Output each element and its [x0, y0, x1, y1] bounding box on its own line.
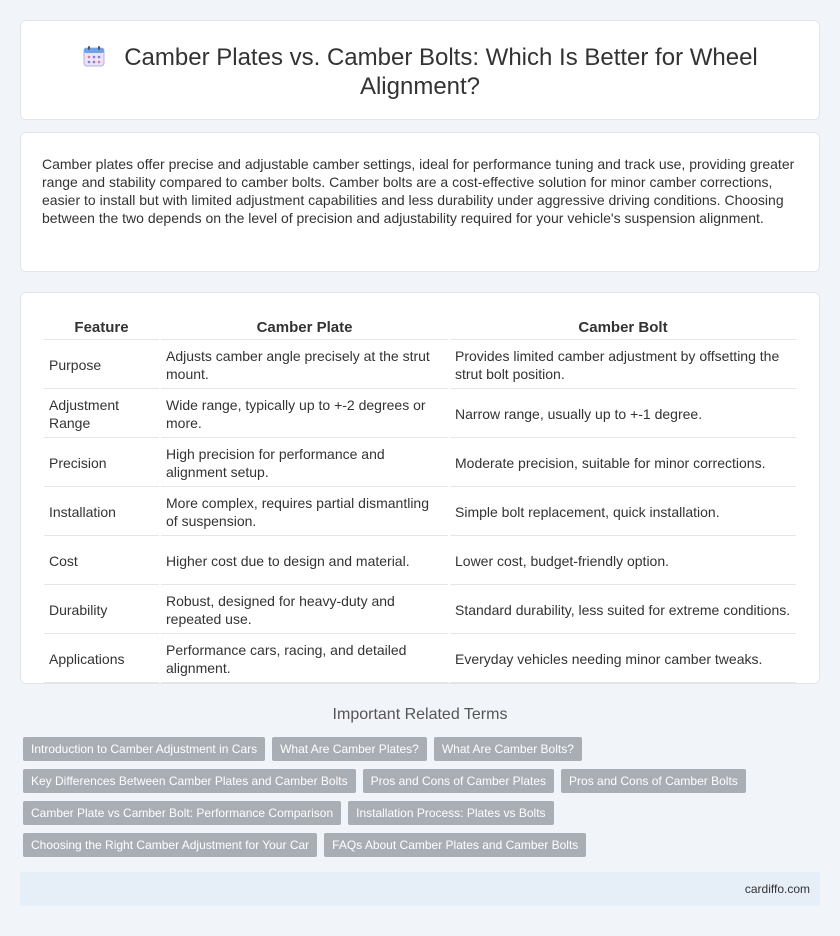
related-term-link[interactable]: FAQs About Camber Plates and Camber Bolts	[324, 833, 586, 857]
page-title: Camber Plates vs. Camber Bolts: Which Is Better for Wheel Alignment?	[124, 44, 758, 100]
table-row	[44, 636, 796, 683]
feature-cell: Cost	[44, 538, 159, 585]
feature-cell: Installation	[44, 489, 159, 536]
camber-bolt-cell: Narrow range, usually up to +-1 degree.	[450, 391, 796, 438]
camber-plate-cell: Wide range, typically up to +-2 degrees or more.	[161, 391, 448, 438]
camber-bolt-cell: Everyday vehicles needing minor camber tweaks.	[450, 636, 796, 683]
related-terms-list	[23, 737, 813, 865]
table-row	[44, 538, 796, 585]
footer-site-link[interactable]: cardiffo.com	[744, 882, 810, 896]
footer	[20, 872, 820, 906]
table-row	[44, 342, 796, 389]
related-term-link[interactable]: Pros and Cons of Camber Plates	[363, 769, 554, 793]
summary-card	[20, 132, 820, 272]
camber-plate-cell: High precision for performance and alignment setup.	[161, 440, 448, 487]
related-term-link[interactable]: What Are Camber Plates?	[272, 737, 427, 761]
camber-plate-cell: Robust, designed for heavy-duty and repeated use.	[161, 587, 448, 634]
camber-plate-cell: Higher cost due to design and material.	[161, 538, 448, 585]
table-row	[44, 587, 796, 634]
tag-row	[23, 737, 813, 761]
tag-row	[23, 801, 813, 825]
camber-plate-cell: More complex, requires partial dismantling of suspension.	[161, 489, 448, 536]
comparison-table	[42, 314, 798, 685]
page-title-wrap	[21, 43, 819, 101]
camber-bolt-cell: Standard durability, less suited for extreme conditions.	[450, 587, 796, 634]
tag-row	[23, 769, 813, 793]
camber-bolt-cell: Provides limited camber adjustment by offsetting the strut bolt position.	[450, 342, 796, 389]
header-camber-plate: Camber Plate	[161, 316, 448, 340]
related-term-link[interactable]: Key Differences Between Camber Plates and Camber Bolts	[23, 769, 356, 793]
related-term-link[interactable]: Choosing the Right Camber Adjustment for Your Car	[23, 833, 317, 857]
summary-text: Camber plates offer precise and adjustable camber settings, ideal for performance tuning and track use, providing greater range and stability compared to camber bolts. Camber bolts are a cost-effective solution for minor camber corrections, easier to install but with limited adjustment capabilities and less durability under aggressive driving conditions. Choosing between the two depends on the level of precision and adjustability required for your vehicle's suspension alignment.	[42, 156, 795, 226]
tag-row	[23, 833, 813, 857]
related-term-link[interactable]: Pros and Cons of Camber Bolts	[561, 769, 746, 793]
camber-bolt-cell: Simple bolt replacement, quick installation.	[450, 489, 796, 536]
camber-plate-cell: Performance cars, racing, and detailed alignment.	[161, 636, 448, 683]
calendar-icon	[82, 44, 106, 68]
header-camber-bolt: Camber Bolt	[450, 316, 796, 340]
table-row	[44, 391, 796, 438]
feature-cell: Adjustment Range	[44, 391, 159, 438]
comparison-card	[20, 292, 820, 684]
related-term-link[interactable]: Camber Plate vs Camber Bolt: Performance Comparison	[23, 801, 341, 825]
table-row	[44, 440, 796, 487]
related-term-link[interactable]: Introduction to Camber Adjustment in Cars	[23, 737, 265, 761]
camber-bolt-cell: Lower cost, budget-friendly option.	[450, 538, 796, 585]
related-term-link[interactable]: What Are Camber Bolts?	[434, 737, 582, 761]
header-card	[20, 20, 820, 120]
related-term-link[interactable]: Installation Process: Plates vs Bolts	[348, 801, 553, 825]
feature-cell: Purpose	[44, 342, 159, 389]
feature-cell: Applications	[44, 636, 159, 683]
feature-cell: Precision	[44, 440, 159, 487]
camber-plate-cell: Adjusts camber angle precisely at the strut mount.	[161, 342, 448, 389]
header-feature: Feature	[44, 316, 159, 340]
table-row	[44, 489, 796, 536]
table-header-row	[44, 316, 796, 340]
feature-cell: Durability	[44, 587, 159, 634]
camber-bolt-cell: Moderate precision, suitable for minor corrections.	[450, 440, 796, 487]
related-terms-title: Important Related Terms	[332, 706, 508, 723]
